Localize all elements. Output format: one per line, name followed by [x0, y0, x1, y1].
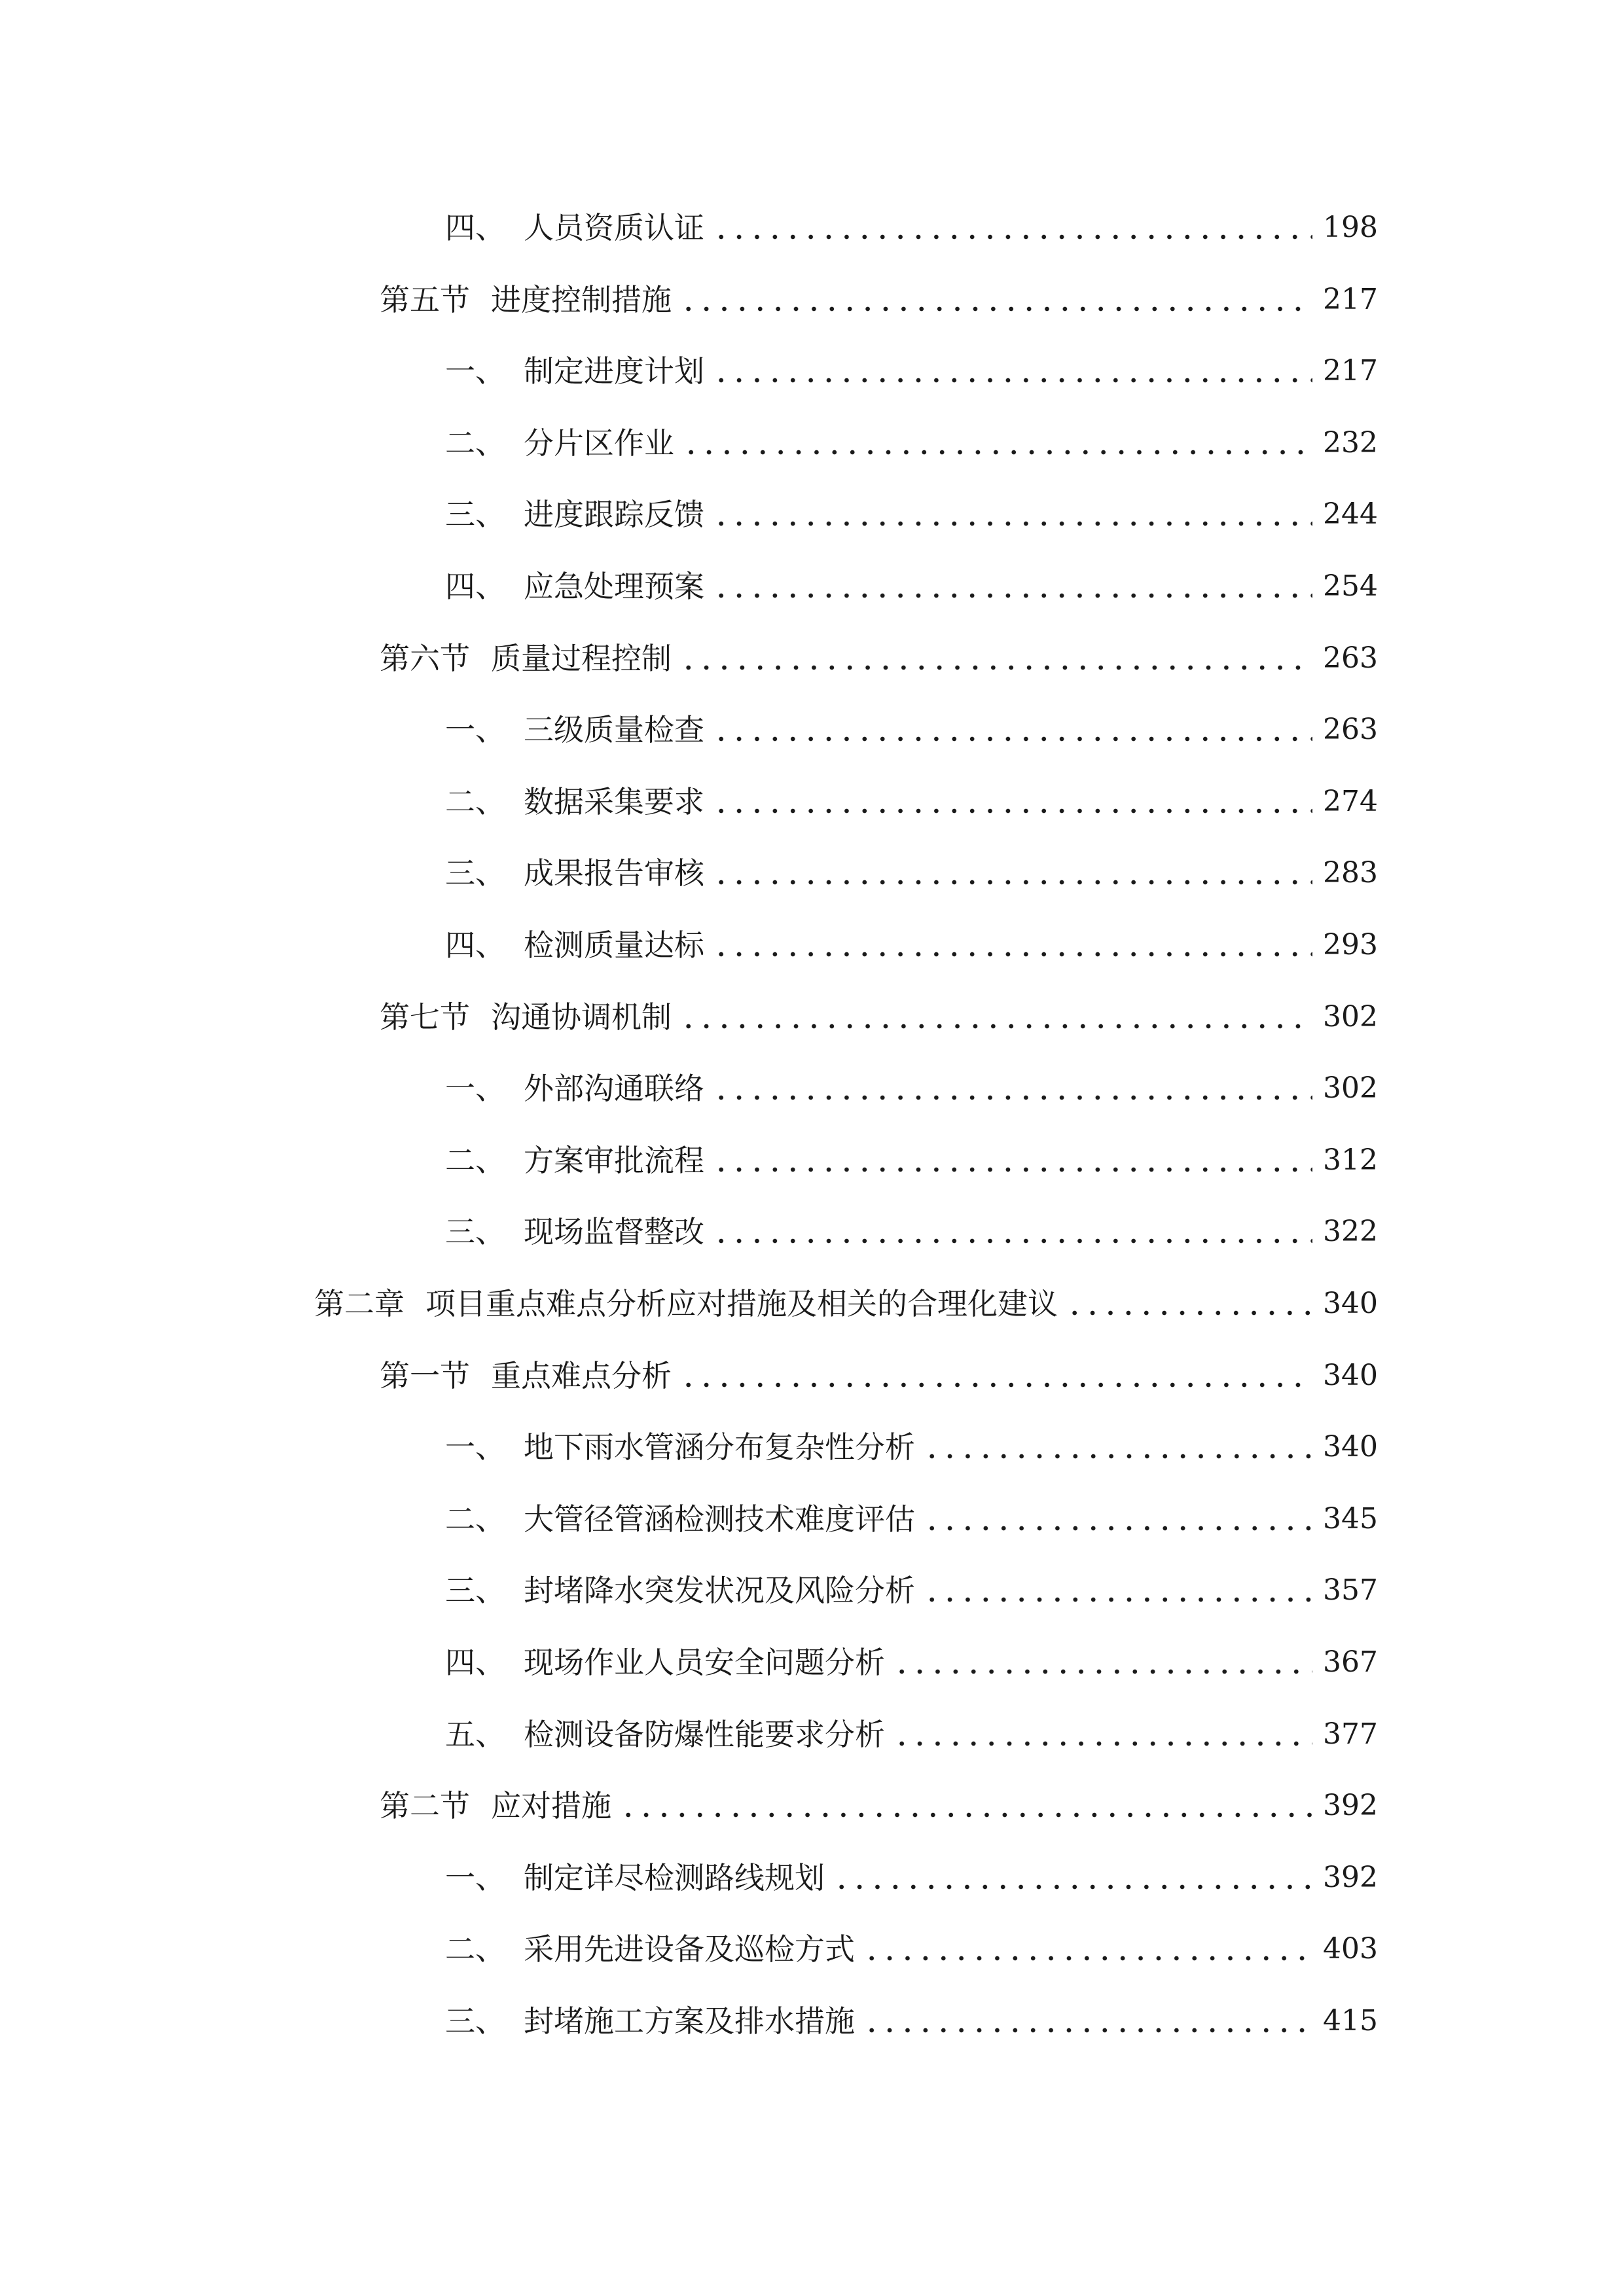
- toc-entry-number: 一、: [445, 353, 505, 389]
- toc-entry-label: [445, 202, 704, 254]
- toc-entry-page-number: 232: [1323, 425, 1378, 459]
- toc-entry-page-number: 283: [1323, 856, 1378, 890]
- toc-entry-page-number: 415: [1323, 2004, 1378, 2037]
- toc-dot-leader: [619, 1795, 1312, 1819]
- toc-entry-title: 数据采集要求: [524, 783, 704, 819]
- toc-entry[interactable]: [0, 274, 1624, 326]
- toc-entry-number: 三、: [445, 497, 505, 533]
- toc-entry[interactable]: [0, 1493, 1624, 1545]
- toc-entry-title: 检测设备防爆性能要求分析: [524, 1716, 885, 1752]
- toc-entry-number: 第七节: [380, 999, 470, 1035]
- toc-entry-label: [445, 1421, 915, 1473]
- toc-dot-leader: [712, 863, 1312, 886]
- toc-dot-leader: [712, 1221, 1312, 1245]
- toc-dot-leader: [923, 1509, 1312, 1532]
- toc-entry[interactable]: [0, 345, 1624, 397]
- toc-dot-leader: [712, 1150, 1312, 1174]
- toc-entry-page-number: 217: [1323, 354, 1378, 388]
- toc-dot-leader: [893, 1724, 1312, 1748]
- toc-entry[interactable]: [0, 417, 1624, 469]
- toc-entry[interactable]: [0, 1421, 1624, 1473]
- toc-entry-title: 封堵降水突发状况及风险分析: [524, 1573, 915, 1609]
- toc-entry-title: 质量过程控制: [491, 640, 672, 676]
- toc-dot-leader: [679, 1007, 1312, 1030]
- toc-entry[interactable]: [0, 1636, 1624, 1689]
- toc-entry[interactable]: [0, 202, 1624, 254]
- toc-dot-leader: [712, 361, 1312, 384]
- toc-entry-page-number: 357: [1323, 1573, 1378, 1607]
- toc-entry-page-number: 345: [1323, 1501, 1378, 1535]
- toc-entry-number: 二、: [445, 425, 505, 461]
- toc-entry-title: 现场监督整改: [524, 1214, 704, 1250]
- toc-entry-title: 地下雨水管涵分布复杂性分析: [524, 1429, 915, 1465]
- toc-entry-label: [445, 1134, 704, 1187]
- toc-entry-page-number: 340: [1323, 1287, 1378, 1320]
- toc-dot-leader: [893, 1652, 1312, 1676]
- toc-entry-number: 四、: [445, 210, 505, 245]
- toc-entry[interactable]: [0, 1852, 1624, 1904]
- toc-entry-number: 四、: [445, 1645, 505, 1680]
- toc-dot-leader: [1066, 1293, 1312, 1317]
- toc-entry[interactable]: [0, 1134, 1624, 1187]
- toc-entry-label: [445, 1923, 855, 1975]
- toc-entry-title: 检测质量达标: [524, 927, 704, 963]
- toc-dot-leader: [863, 2011, 1312, 2034]
- toc-dot-leader: [682, 433, 1312, 456]
- toc-entry-label: [445, 345, 704, 397]
- toc-entry-title: 项目重点难点分析应对措施及相关的合理化建议: [425, 1286, 1058, 1321]
- toc-entry-number: 四、: [445, 569, 505, 604]
- toc-entry-label: [445, 488, 704, 541]
- toc-entry-title: 沟通协调机制: [491, 999, 672, 1035]
- toc-entry[interactable]: [0, 488, 1624, 541]
- toc-dot-leader: [712, 217, 1312, 241]
- toc-entry-page-number: 263: [1323, 641, 1378, 675]
- toc-entry-label: [314, 1278, 1058, 1330]
- toc-entry-number: 一、: [445, 1429, 505, 1465]
- toc-entry-page-number: 392: [1323, 1789, 1378, 1823]
- toc-dot-leader: [712, 1078, 1312, 1102]
- toc-entry-page-number: 340: [1323, 1430, 1378, 1464]
- toc-entry-label: [445, 919, 704, 971]
- toc-entry[interactable]: [0, 1350, 1624, 1402]
- toc-entry-title: 方案审批流程: [524, 1142, 704, 1178]
- toc-entry-label: [380, 1350, 672, 1402]
- toc-entry-title: 制定进度计划: [524, 353, 704, 389]
- toc-entry-number: 三、: [445, 1573, 505, 1609]
- toc-entry-number: 二、: [445, 783, 505, 819]
- toc-dot-leader: [712, 504, 1312, 528]
- toc-entry[interactable]: [0, 704, 1624, 756]
- toc-entry[interactable]: [0, 1995, 1624, 2047]
- toc-entry[interactable]: [0, 991, 1624, 1043]
- toc-entry-title: 分片区作业: [524, 425, 674, 461]
- toc-entry-label: [445, 1062, 704, 1115]
- toc-entry-label: [445, 1636, 885, 1689]
- toc-entry-page-number: 274: [1323, 784, 1378, 818]
- toc-entry-label: [445, 1564, 915, 1617]
- toc-entry-page-number: 254: [1323, 569, 1378, 603]
- toc-entry-page-number: 322: [1323, 1215, 1378, 1249]
- toc-entry-title: 现场作业人员安全问题分析: [524, 1645, 885, 1680]
- toc-entry-number: 第二节: [380, 1788, 470, 1824]
- toc-dot-leader: [712, 791, 1312, 815]
- toc-entry-title: 外部沟通联络: [524, 1071, 704, 1107]
- toc-entry-page-number: 377: [1323, 1717, 1378, 1751]
- toc-entry-page-number: 198: [1323, 211, 1378, 244]
- toc-entry[interactable]: [0, 1206, 1624, 1258]
- toc-dot-leader: [833, 1867, 1312, 1891]
- toc-entry-title: 应急处理预案: [524, 569, 704, 604]
- toc-dot-leader: [863, 1939, 1312, 1962]
- toc-entry-label: [445, 1708, 885, 1761]
- toc-dot-leader: [679, 648, 1312, 672]
- toc-entry[interactable]: [0, 1062, 1624, 1115]
- toc-entry-title: 应对措施: [491, 1788, 611, 1824]
- toc-entry-label: [445, 704, 704, 756]
- toc-entry-number: 二、: [445, 1501, 505, 1537]
- toc-entry-label: [380, 991, 672, 1043]
- toc-entry-page-number: 217: [1323, 282, 1378, 316]
- toc-entry[interactable]: [0, 1278, 1624, 1330]
- toc-entry-title: 三级质量检查: [524, 712, 704, 748]
- toc-entry-label: [380, 632, 672, 685]
- toc-entry[interactable]: [0, 560, 1624, 613]
- toc-entry[interactable]: [0, 847, 1624, 899]
- toc-dot-leader: [679, 1365, 1312, 1389]
- toc-entry-number: 第二章: [314, 1286, 405, 1321]
- toc-entry[interactable]: [0, 1780, 1624, 1832]
- toc-entry[interactable]: [0, 1923, 1624, 1975]
- toc-dot-leader: [712, 719, 1312, 743]
- toc-entry-number: 一、: [445, 1859, 505, 1895]
- toc-entry-number: 三、: [445, 2003, 505, 2039]
- toc-entry-page-number: 302: [1323, 1071, 1378, 1105]
- toc-entry-page-number: 312: [1323, 1143, 1378, 1177]
- toc-entry-number: 一、: [445, 1071, 505, 1107]
- toc-entry-number: 第一节: [380, 1357, 470, 1393]
- toc-entry-label: [445, 1852, 825, 1904]
- toc-entry-page-number: 244: [1323, 497, 1378, 531]
- toc-entry-number: 第六节: [380, 640, 470, 676]
- toc-entry-label: [380, 274, 672, 326]
- toc-entry-label: [445, 1206, 704, 1258]
- toc-entry[interactable]: [0, 1708, 1624, 1761]
- toc-dot-leader: [679, 289, 1312, 313]
- toc-entry-label: [445, 847, 704, 899]
- toc-entry-page-number: 302: [1323, 999, 1378, 1033]
- toc-entry-title: 成果报告审核: [524, 855, 704, 891]
- toc-dot-leader: [923, 1437, 1312, 1460]
- toc-entry[interactable]: [0, 632, 1624, 685]
- toc-entry-title: 采用先进设备及巡检方式: [524, 1931, 855, 1967]
- toc-entry-page-number: 263: [1323, 713, 1378, 747]
- toc-entry-title: 进度控制措施: [491, 281, 672, 317]
- toc-entry-number: 四、: [445, 927, 505, 963]
- toc-entry-label: [380, 1780, 611, 1832]
- toc-dot-leader: [712, 576, 1312, 600]
- toc-entry-title: 人员资质认证: [524, 210, 704, 245]
- toc-dot-leader: [712, 935, 1312, 958]
- toc-entry-label: [445, 776, 704, 828]
- toc-entry-title: 制定详尽检测路线规划: [524, 1859, 825, 1895]
- toc-entry[interactable]: [0, 919, 1624, 971]
- toc-entry-number: 二、: [445, 1142, 505, 1178]
- toc-entry-number: 第五节: [380, 281, 470, 317]
- toc-entry[interactable]: [0, 1564, 1624, 1617]
- toc-entry-number: 一、: [445, 712, 505, 748]
- toc-entry-label: [445, 560, 704, 613]
- toc-entry-title: 封堵施工方案及排水措施: [524, 2003, 855, 2039]
- toc-entry-title: 进度跟踪反馈: [524, 497, 704, 533]
- toc-entry-label: [445, 417, 674, 469]
- toc-entry-number: 二、: [445, 1931, 505, 1967]
- toc-entry-number: 五、: [445, 1716, 505, 1752]
- toc-dot-leader: [923, 1580, 1312, 1604]
- toc-entry-label: [445, 1995, 855, 2047]
- toc-entry-number: 三、: [445, 1214, 505, 1250]
- toc-entry-title: 重点难点分析: [491, 1357, 672, 1393]
- toc-entry-page-number: 293: [1323, 928, 1378, 961]
- toc-entry-page-number: 340: [1323, 1358, 1378, 1392]
- toc-entry-page-number: 367: [1323, 1645, 1378, 1679]
- toc-entry[interactable]: [0, 776, 1624, 828]
- toc-entry-label: [445, 1493, 915, 1545]
- toc-entry-page-number: 403: [1323, 1932, 1378, 1966]
- toc-entry-page-number: 392: [1323, 1860, 1378, 1894]
- toc-entry-number: 三、: [445, 855, 505, 891]
- toc-entry-title: 大管径管涵检测技术难度评估: [524, 1501, 915, 1537]
